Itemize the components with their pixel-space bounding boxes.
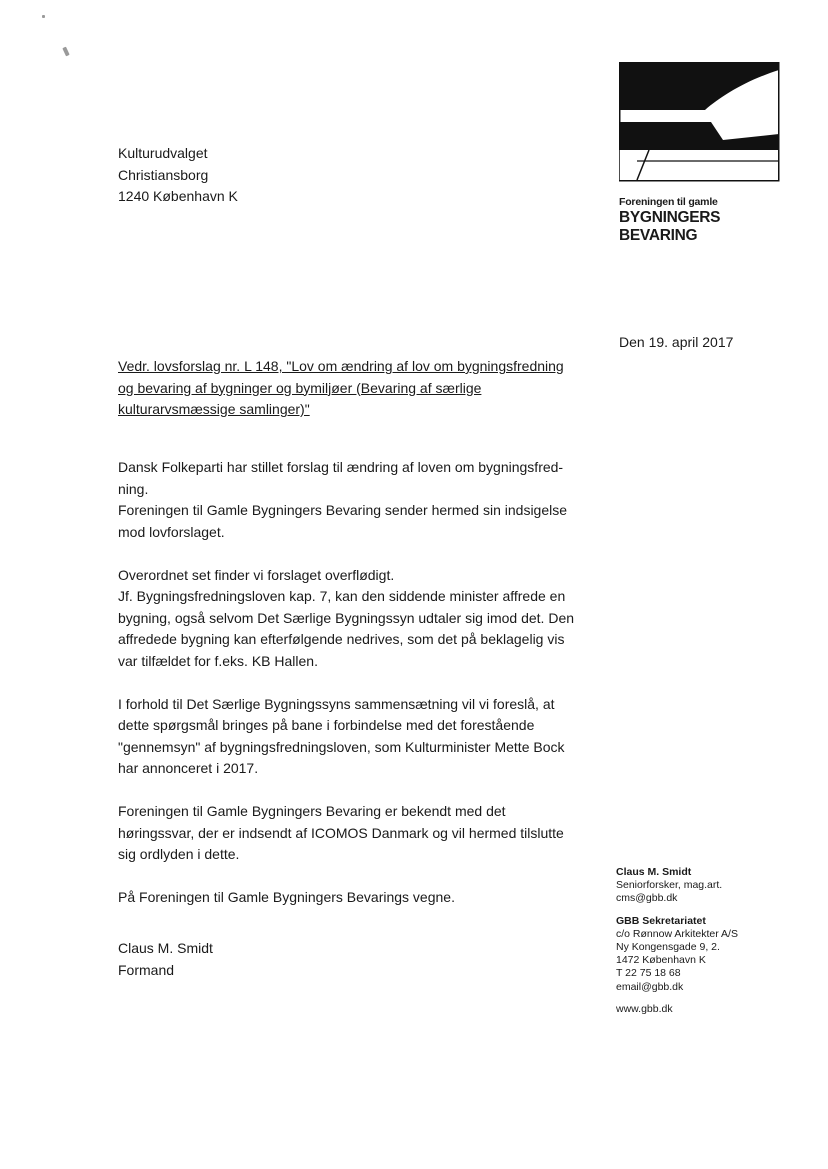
signer-title: Formand — [118, 961, 175, 978]
body-paragraph — [118, 801, 578, 866]
secretariat-name: GBB Sekretariatet — [616, 914, 706, 927]
body-line: Dansk Folkeparti har stillet forslag til ændring af loven om bygningsfred- — [118, 459, 564, 475]
secretariat-address — [616, 915, 786, 994]
secretariat-line: Ny Kongensgade 9, 2. — [616, 941, 720, 954]
recipient-address — [118, 143, 238, 208]
body-line: Foreningen til Gamle Bygningers Bevaring er bekendt med det — [118, 803, 506, 819]
body-line: I forhold til Det Særlige Bygningssyns sammensætning vil vi foreslå, at — [118, 695, 555, 712]
recipient-line: 1240 København K — [118, 188, 238, 204]
body-line: var tilfældet for f.eks. KB Hallen. — [118, 652, 318, 669]
secretariat-line: c/o Rønnow Arkitekter A/S — [616, 927, 738, 940]
body-line: mod lovforslaget. — [118, 523, 225, 540]
body-line: Foreningen til Gamle Bygningers Bevaring sender hermed sin indsigelse — [118, 502, 568, 518]
body-paragraph — [118, 565, 578, 673]
body-line: "gennemsyn" af bygningsfredningsloven, som Kulturminister Mette Bock — [118, 738, 565, 755]
contact-person — [616, 866, 786, 906]
secretariat-phone: T 22 75 18 68 — [616, 967, 681, 980]
signature-block — [118, 938, 213, 981]
body-line: ning. — [118, 480, 149, 497]
signer-name: Claus M. Smidt — [118, 940, 213, 956]
closing-line — [118, 887, 578, 909]
body-line: dette spørgsmål bringes på bane i forbindelse med det forestående — [118, 717, 535, 733]
contact-name: Claus M. Smidt — [616, 866, 692, 878]
scan-artifact — [42, 15, 45, 18]
website-link[interactable]: www.gbb.dk — [616, 1002, 673, 1015]
sidebar-contact-info — [616, 866, 786, 1016]
contact-title: Seniorforsker, mag.art. — [616, 879, 723, 892]
recipient-line: Christiansborg — [118, 166, 209, 183]
letter-date: Den 19. april 2017 — [619, 334, 734, 350]
body-line: Jf. Bygningsfredningsloven kap. 7, kan den siddende minister affrede en — [118, 588, 566, 604]
body-line: På Foreningen til Gamle Bygningers Bevarings vegne. — [118, 889, 455, 905]
body-line: høringssvar, der er indsendt af ICOMOS Danmark og vil hermed tilslutte — [118, 824, 564, 841]
logo-name: BYGNINGERS BEVARING — [619, 209, 721, 244]
body-paragraph — [118, 457, 578, 543]
body-line: affredede bygning kan efterfølgende nedrives, som det på beklagelig vis — [118, 631, 565, 647]
logo-tagline: Foreningen til gamle — [619, 196, 718, 208]
logo-emblem-icon — [619, 62, 781, 182]
letter-subject: Vedr. lovsforslag nr. L 148, "Lov om ændring af lov om bygningsfredning og bevaring af bygninger og bymiljøer (Bevaring af særlige kulturarvsmæssige samlinger)" — [118, 358, 564, 417]
secretariat-line: 1472 København K — [616, 954, 706, 967]
body-line: sig ordlyden i dette. — [118, 846, 240, 862]
secretariat-email-link[interactable]: email@gbb.dk — [616, 980, 684, 993]
body-line: har annonceret i 2017. — [118, 760, 259, 776]
contact-email-link[interactable]: cms@gbb.dk — [616, 892, 678, 905]
scan-artifact — [62, 47, 69, 57]
body-paragraph — [118, 694, 578, 780]
body-line: Overordnet set finder vi forslaget overflødigt. — [118, 566, 395, 583]
organization-logo — [619, 62, 781, 245]
letter-body — [118, 457, 578, 930]
body-line: bygning, også selvom Det Særlige Bygningssyn udtaler sig imod det. Den — [118, 609, 575, 626]
recipient-line: Kulturudvalget — [118, 145, 208, 161]
